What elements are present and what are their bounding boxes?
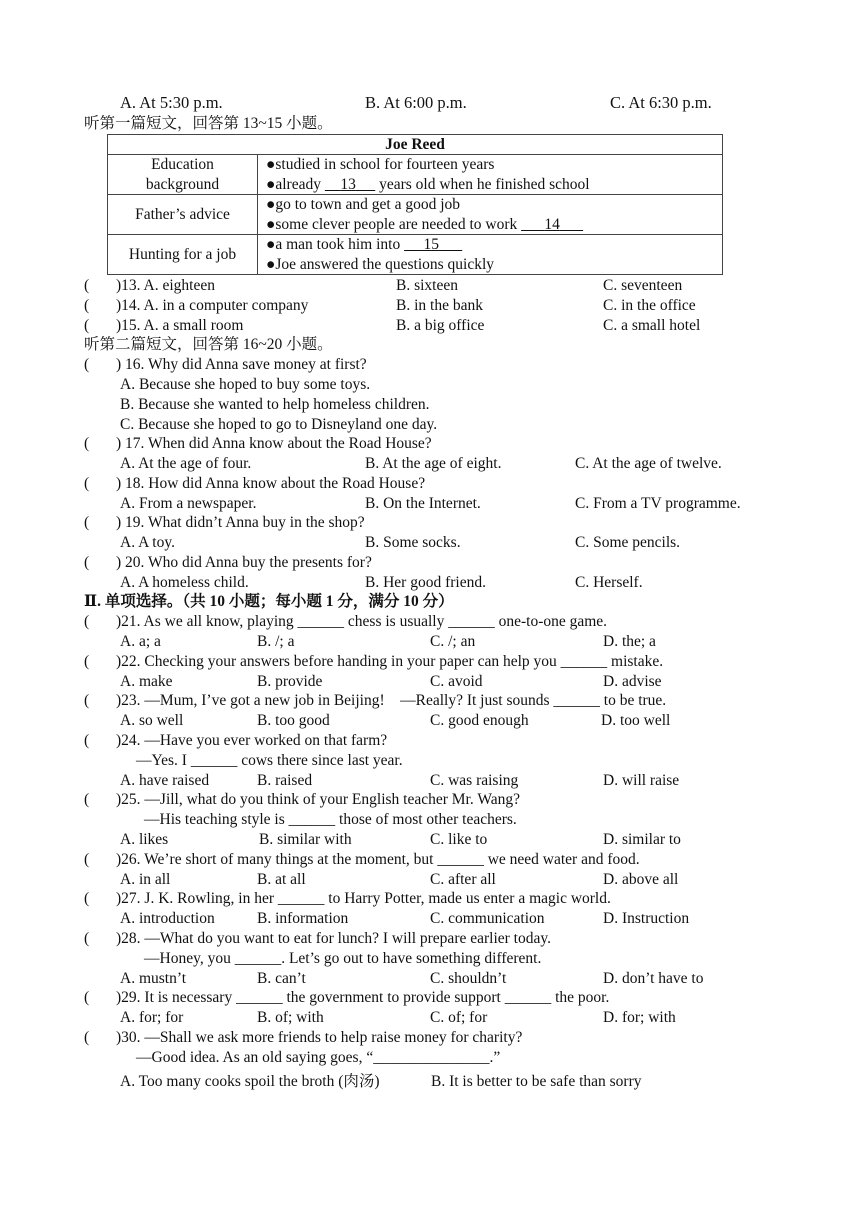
blank-number: 13 [340,175,356,193]
q24-option-c: C. was raising [430,772,519,789]
table-value [258,195,723,235]
q29-option-c: C. of; for [430,1009,488,1026]
q26-option-a: A. in all [120,871,171,888]
q16-option-a: A. Because she hoped to buy some toys. [120,376,371,393]
blank-number: 14 [544,215,560,233]
value-line [266,215,722,235]
q28-stem: )28. —What do you want to eat for lunch? I will prepare earlier today. [116,930,551,947]
answer-paren[interactable]: ( [84,435,90,452]
q25-option-b: B. similar with [259,831,352,848]
q28-line2 [144,950,541,968]
table-label [108,155,258,195]
stem-text: —His teaching style is [144,811,285,828]
q15-stem: )15. A. a small room [116,317,244,334]
q29-option-d: D. for; with [603,1009,676,1026]
stem-text: )27. J. K. Rowling, in her [116,890,275,907]
stem-text: )22. Checking your answers before handing in your paper can help you [116,653,557,670]
q28-option-a: A. mustn’t [120,970,187,987]
table-title: Joe Reed [108,135,723,155]
q24-option-d: D. will raise [603,772,680,789]
answer-paren[interactable]: ( [84,930,90,947]
stem-text: )29. It is necessary [116,989,233,1006]
stem-text: —Honey, you [144,950,231,967]
q24-line2 [136,752,403,770]
answer-paren[interactable]: ( [84,297,90,314]
answer-paren[interactable]: ( [84,613,90,630]
table-row-hunting [108,235,723,275]
q30-option-b: B. It is better to be safe than sorry [431,1073,642,1090]
answer-paren[interactable]: ( [84,692,90,709]
q19-option-a: A. A toy. [120,534,175,551]
q23-option-d: D. too well [601,712,671,729]
value-text: ●already [266,175,321,193]
q22-option-a: A. make [120,673,173,690]
q23-option-a: A. so well [120,712,184,729]
q14-option-c: C. in the office [603,297,696,314]
q26-option-d: D. above all [603,871,679,888]
stem-text: the poor. [555,989,610,1006]
answer-paren[interactable]: ( [84,277,90,294]
answer-paren[interactable]: ( [84,514,90,531]
q13-option-c: C. seventeen [603,277,683,294]
q18-stem: ) 18. How did Anna know about the Road House? [116,475,426,492]
blank: ______ [288,811,336,828]
blank-13 [325,176,375,193]
q22-option-c: C. avoid [430,673,483,690]
q16-option-c: C. Because she hoped to go to Disneyland one day. [120,416,438,433]
q20-option-a: A. A homeless child. [120,574,249,591]
stem-text: —Yes. I [136,752,187,769]
table-row-education [108,155,723,195]
blank: ______ [297,613,345,630]
q27-option-b: B. information [257,910,349,927]
q27-stem [116,890,611,908]
stem-text: one-to-one game. [498,613,608,630]
stem-text: those of most other teachers. [339,811,517,828]
answer-paren[interactable]: ( [84,890,90,907]
blank: ______ [437,851,484,868]
blank: ______ [448,613,495,630]
label-line: Education [151,156,214,173]
q21-stem [116,613,607,631]
q27-option-c: C. communication [430,910,545,927]
q26-option-c: C. after all [430,871,496,888]
value-line: ●Joe answered the questions quickly [266,255,495,273]
q30-stem: )30. —Shall we ask more friends to help raise money for charity? [116,1029,523,1046]
q28-option-c: C. shouldn’t [430,970,507,987]
q12-option-a: A. At 5:30 p.m. [120,93,223,112]
answer-paren[interactable]: ( [84,554,90,571]
q25-stem: )25. —Jill, what do you think of your English teacher Mr. Wang? [116,791,520,808]
q17-stem: ) 17. When did Anna know about the Road House? [116,435,432,452]
q24-option-a: A. have raised [120,772,210,789]
answer-paren[interactable]: ( [84,989,90,1006]
stem-text: mistake. [611,653,664,670]
stem-text: the government to provide support [286,989,501,1006]
joe-reed-table [107,134,723,275]
q26-option-b: B. at all [257,871,306,888]
stem-text: )23. —Mum, I’ve got a new job in Beijing! —Really? It just sounds [116,692,550,709]
q16-option-b: B. Because she wanted to help homeless children. [120,396,430,413]
q13-stem: )13. A. eighteen [116,277,216,294]
q26-stem [116,851,640,869]
q28-option-b: B. can’t [257,970,306,987]
value-line [266,175,722,195]
q24-stem: )24. —Have you ever worked on that farm? [116,732,388,749]
value-text: years old when he finished school [379,175,590,193]
q20-option-b: B. Her good friend. [365,574,486,591]
blank: ______ [560,653,608,670]
answer-paren[interactable]: ( [84,653,90,670]
answer-paren[interactable]: ( [84,732,90,749]
q19-option-b: B. Some socks. [365,534,461,551]
q18-option-c: C. From a TV programme. [575,495,741,512]
blank-number: 15 [423,236,439,253]
q21-option-d: D. the; a [603,633,656,650]
stem-text: . Let’s go out to have something different. [281,950,542,967]
q29-option-b: B. of; with [257,1009,324,1026]
q24-option-b: B. raised [257,772,313,789]
q14-option-b: B. in the bank [396,297,483,314]
q16-stem: ) 16. Why did Anna save money at first? [116,356,367,373]
q18-option-b: B. On the Internet. [365,495,481,512]
q25-line2 [144,811,517,829]
q25-option-c: C. like to [430,831,488,848]
q15-option-b: B. a big office [396,317,485,334]
answer-paren[interactable]: ( [84,791,90,808]
stem-text: )21. As we all know, playing [116,613,294,630]
q12-option-c: C. At 6:30 p.m. [610,93,712,112]
q29-option-a: A. for; for [120,1009,184,1026]
q12-option-b: B. At 6:00 p.m. [365,93,467,112]
answer-paren[interactable]: ( [84,356,90,373]
q21-option-a: A. a; a [120,633,161,650]
stem-text: to be true. [603,692,667,709]
q19-option-c: C. Some pencils. [575,534,681,551]
q23-option-c: C. good enough [430,712,529,729]
q28-option-d: D. don’t have to [603,970,704,987]
q25-option-a: A. likes [120,831,169,848]
q29-stem [116,989,609,1007]
value-text: ●some clever people are needed to work [266,215,518,233]
q27-option-a: A. introduction [120,910,215,927]
stem-text: we need water and food. [487,851,640,868]
table-value [258,235,723,275]
value-line: ●go to town and get a good job [266,196,461,213]
table-label: Hunting for a job [108,235,258,275]
blank: ______ [277,890,325,907]
q22-option-b: B. provide [257,673,323,690]
q25-option-d: D. similar to [603,831,681,848]
stem-text: cows there since last year. [241,752,403,769]
q13-option-b: B. sixteen [396,277,458,294]
q22-stem [116,653,663,671]
value-line: ●studied in school for fourteen years [266,156,495,173]
q18-option-a: A. From a newspaper. [120,495,257,512]
q22-option-d: D. advise [603,673,662,690]
label-line: background [145,175,220,193]
answer-paren[interactable]: ( [84,475,90,492]
value-text: ●a man took him into [266,236,401,253]
blank: ______ [234,950,282,967]
table-label: Father’s advice [108,195,258,235]
passage1-instruction: 听第一篇短文，回答第 13~15 小题。 [84,115,333,132]
blank-14 [521,216,583,233]
q14-stem: )14. A. in a computer company [116,297,309,314]
blank: ______ [553,692,600,709]
q23-option-b: B. too good [257,712,330,729]
section-2-header: Ⅱ. 单项选择。（共 10 小题；每小题 1 分，满分 10 分） [84,593,454,610]
q20-stem: ) 20. Who did Anna buy the presents for? [116,554,372,571]
passage2-instruction: 听第二篇短文，回答第 16~20 小题。 [84,336,333,353]
answer-paren[interactable]: ( [84,317,90,334]
q15-option-c: C. a small hotel [603,317,701,334]
q30-line2: —Good idea. As an old saying goes, “_______________.” [136,1049,501,1066]
answer-paren[interactable]: ( [84,851,90,868]
q17-option-a: A. At the age of four. [120,455,252,472]
stem-text: )26. We’re short of many things at the moment, but [116,851,434,868]
q20-option-c: C. Herself. [575,574,643,591]
table-value [258,155,723,195]
q17-option-c: C. At the age of twelve. [575,455,722,472]
stem-text: to Harry Potter, made us enter a magic world. [328,890,611,907]
q23-stem [116,692,666,710]
q17-option-b: B. At the age of eight. [365,455,502,472]
q27-option-d: D. Instruction [603,910,690,927]
q21-option-b: B. /; a [257,633,295,650]
answer-paren[interactable]: ( [84,1029,90,1046]
table-row-father-advice [108,195,723,235]
q19-stem: ) 19. What didn’t Anna buy in the shop? [116,514,365,531]
q30-option-a: A. Too many cooks spoil the broth (肉汤) [120,1073,380,1090]
value-line [266,235,722,255]
stem-text: chess is usually [347,613,445,630]
q21-option-c: C. /; an [430,633,476,650]
blank: ______ [236,989,283,1006]
blank: ______ [190,752,238,769]
blank: ______ [504,989,552,1006]
blank-15 [404,236,462,253]
